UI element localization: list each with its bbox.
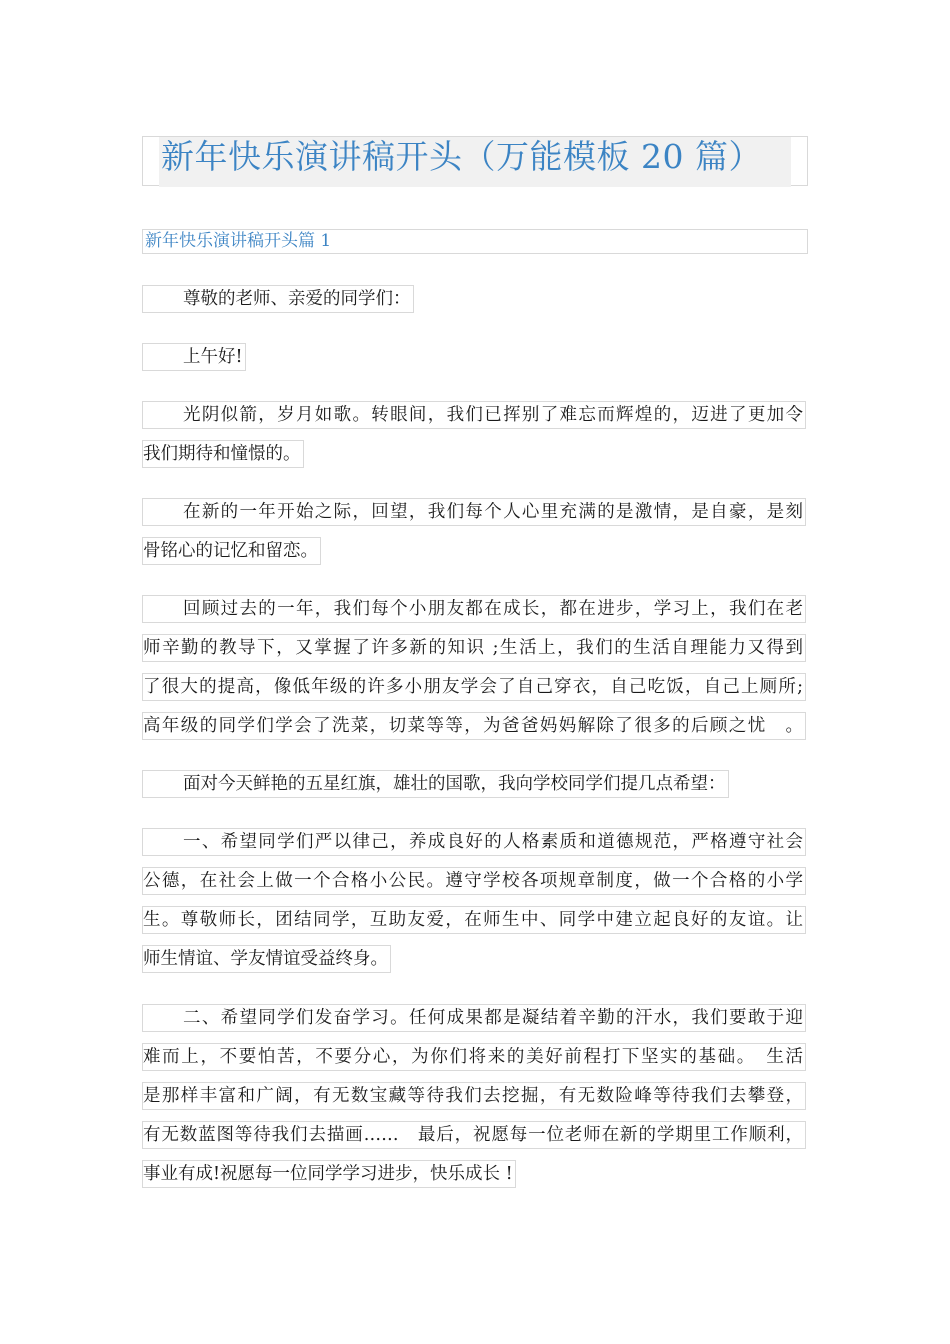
text-line	[142, 707, 808, 746]
paragraph-6	[142, 823, 808, 979]
line-text: 我们期待和憧憬的。	[142, 440, 304, 468]
paragraph-5	[142, 765, 808, 804]
text-line	[142, 1155, 808, 1194]
line-text: 难而上，不要怕苦，不要分心，为你们将来的美好前程打下坚实的基础。 生活	[142, 1043, 806, 1071]
paragraph-3	[142, 493, 808, 571]
section-heading: 新年快乐演讲稿开头篇 1	[142, 229, 808, 254]
line-text: 一、希望同学们严以律己，养成良好的人格素质和道德规范，严格遵守社会	[142, 828, 806, 856]
line-text: 师辛勤的教导下，又掌握了许多新的知识 ;生活上，我们的生活自理能力又得到	[142, 634, 806, 662]
paragraph-greeting	[142, 280, 808, 319]
text-line	[142, 590, 808, 629]
paragraph-hello	[142, 338, 808, 377]
text-line	[142, 396, 808, 435]
line-text: 是那样丰富和广阔，有无数宝藏等待我们去挖掘，有无数险峰等待我们去攀登，	[142, 1082, 806, 1110]
paragraph-2	[142, 396, 808, 474]
line-text: 了很大的提高，像低年级的许多小朋友学会了自己穿衣，自己吃饭，自己上厕所;	[142, 673, 806, 701]
line-text: 骨铭心的记忆和留恋。	[142, 537, 321, 565]
title-box	[142, 136, 808, 186]
line-text: 事业有成!祝愿每一位同学学习进步，快乐成长 !	[142, 1160, 516, 1188]
text-line	[142, 940, 808, 979]
line-text: 面对今天鲜艳的五星红旗，雄壮的国歌，我向学校同学们提几点希望：	[142, 770, 729, 798]
text-line	[142, 493, 808, 532]
document-title: 新年快乐演讲稿开头（万能模板 20 篇）	[161, 137, 762, 176]
text-line	[142, 435, 808, 474]
line-text: 上午好!	[142, 343, 246, 371]
text-line	[142, 668, 808, 707]
line-text: 高年级的同学们学会了洗菜，切菜等等，为爸爸妈妈解除了很多的后顾之忧 。	[142, 712, 806, 740]
text-line	[142, 901, 808, 940]
text-line	[142, 629, 808, 668]
text-line	[142, 532, 808, 571]
text-line	[142, 1038, 808, 1077]
line-text: 二、希望同学们发奋学习。任何成果都是凝结着辛勤的汗水，我们要敢于迎	[142, 1004, 806, 1032]
text-line	[142, 823, 808, 862]
text-line	[142, 765, 808, 804]
text-line	[142, 1116, 808, 1155]
text-line	[142, 1077, 808, 1116]
line-text: 在新的一年开始之际，回望，我们每个人心里充满的是激情，是自豪，是刻	[142, 498, 806, 526]
paragraph-7	[142, 999, 808, 1194]
text-line	[142, 280, 808, 319]
paragraph-4	[142, 590, 808, 746]
line-text: 公德，在社会上做一个合格小公民。遵守学校各项规章制度，做一个合格的小学	[142, 867, 806, 895]
line-text: 光阴似箭，岁月如歌。转眼间，我们已挥别了难忘而辉煌的，迈进了更加令	[142, 401, 806, 429]
line-text: 回顾过去的一年，我们每个小朋友都在成长，都在进步，学习上，我们在老	[142, 595, 806, 623]
text-line	[142, 999, 808, 1038]
line-text: 有无数蓝图等待我们去描画…… 最后，祝愿每一位老师在新的学期里工作顺利，	[142, 1121, 806, 1149]
text-line	[142, 338, 808, 377]
line-text: 尊敬的老师、亲爱的同学们：	[142, 285, 414, 313]
line-text: 生。尊敬师长，团结同学，互助友爱，在师生中、同学中建立起良好的友谊。让	[142, 906, 806, 934]
line-text: 师生情谊、学友情谊受益终身。	[142, 945, 391, 973]
text-line	[142, 862, 808, 901]
